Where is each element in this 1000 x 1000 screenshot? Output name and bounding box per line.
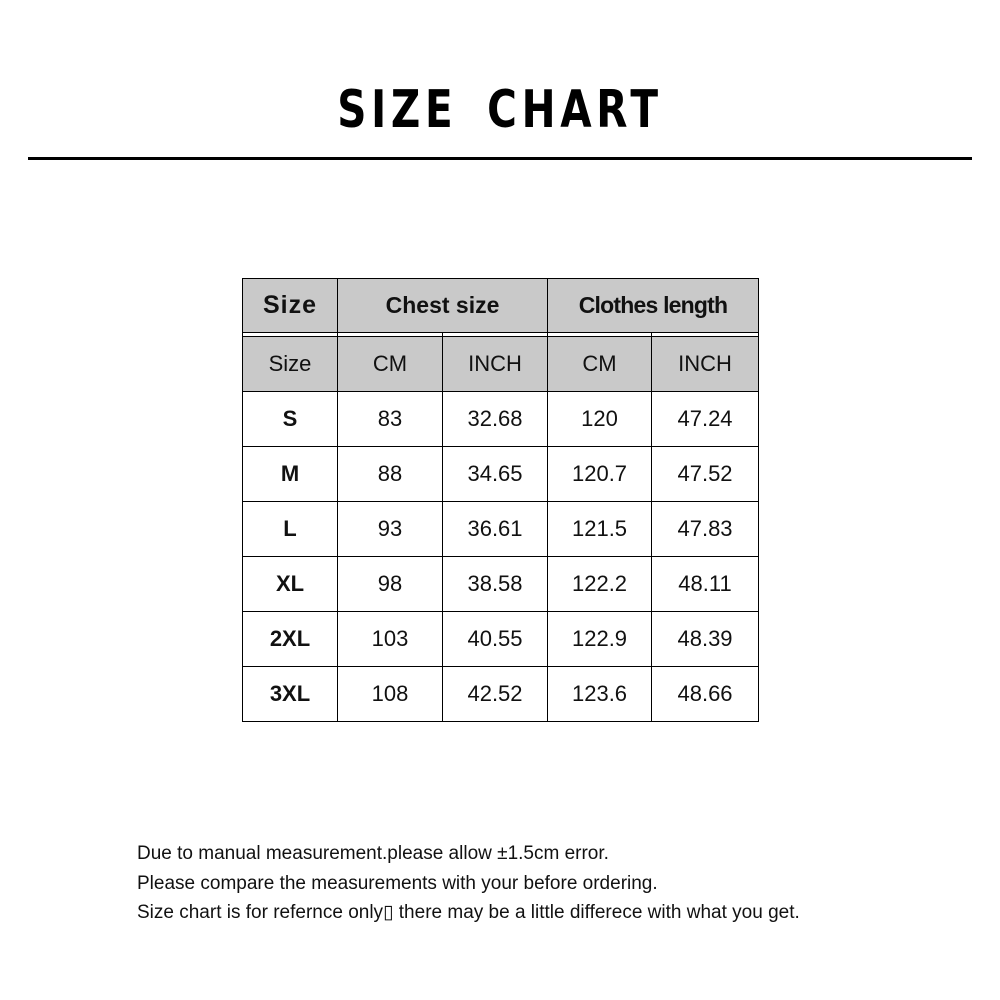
header-clothes-length: Clothes length: [548, 279, 759, 333]
chest-cm-cell: 93: [338, 502, 443, 557]
chest-cm-cell: 83: [338, 392, 443, 447]
table-subheader-row: [243, 337, 759, 392]
header-size: Size: [243, 279, 338, 333]
length-cm-cell: 122.2: [548, 557, 652, 612]
size-cell: M: [243, 447, 338, 502]
length-cm-cell: 122.9: [548, 612, 652, 667]
table-row: [243, 447, 759, 502]
length-inch-cell: 48.66: [652, 667, 759, 722]
subheader-chest-cm: CM: [338, 337, 443, 392]
chest-cm-cell: 108: [338, 667, 443, 722]
table-row: [243, 612, 759, 667]
measurement-notes: [137, 839, 937, 928]
subheader-length-inch: INCH: [652, 337, 759, 392]
chest-cm-cell: 98: [338, 557, 443, 612]
length-inch-cell: 48.11: [652, 557, 759, 612]
note-line: Please compare the measurements with your before ordering.: [137, 872, 658, 894]
chest-inch-cell: 38.58: [443, 557, 548, 612]
size-cell: L: [243, 502, 338, 557]
chest-inch-cell: 34.65: [443, 447, 548, 502]
subheader-chest-inch: INCH: [443, 337, 548, 392]
note-line: Due to manual measurement.please allow ±1.5cm error.: [137, 843, 609, 864]
subheader-size: Size: [243, 337, 338, 392]
table-row: [243, 502, 759, 557]
page-title: SIZE CHART: [337, 80, 663, 140]
header-chest-size: Chest size: [338, 279, 548, 333]
chest-inch-cell: 40.55: [443, 612, 548, 667]
length-cm-cell: 120: [548, 392, 652, 447]
table-header-row: [243, 279, 759, 333]
length-inch-cell: 47.24: [652, 392, 759, 447]
note-line: Size chart is for refernce only▯ there may be a little differece with what you get.: [137, 902, 800, 923]
chest-cm-cell: 103: [338, 612, 443, 667]
title-divider: [28, 157, 972, 160]
table-row: [243, 667, 759, 722]
length-inch-cell: 47.83: [652, 502, 759, 557]
table-row: [243, 557, 759, 612]
length-cm-cell: 121.5: [548, 502, 652, 557]
size-cell: 2XL: [243, 612, 338, 667]
chest-inch-cell: 32.68: [443, 392, 548, 447]
subheader-length-cm: CM: [548, 337, 652, 392]
length-inch-cell: 47.52: [652, 447, 759, 502]
chest-inch-cell: 42.52: [443, 667, 548, 722]
table-row: [243, 392, 759, 447]
size-cell: S: [243, 392, 338, 447]
length-inch-cell: 48.39: [652, 612, 759, 667]
size-table: [242, 278, 759, 722]
size-cell: XL: [243, 557, 338, 612]
chest-cm-cell: 88: [338, 447, 443, 502]
chest-inch-cell: 36.61: [443, 502, 548, 557]
size-cell: 3XL: [243, 667, 338, 722]
length-cm-cell: 120.7: [548, 447, 652, 502]
length-cm-cell: 123.6: [548, 667, 652, 722]
